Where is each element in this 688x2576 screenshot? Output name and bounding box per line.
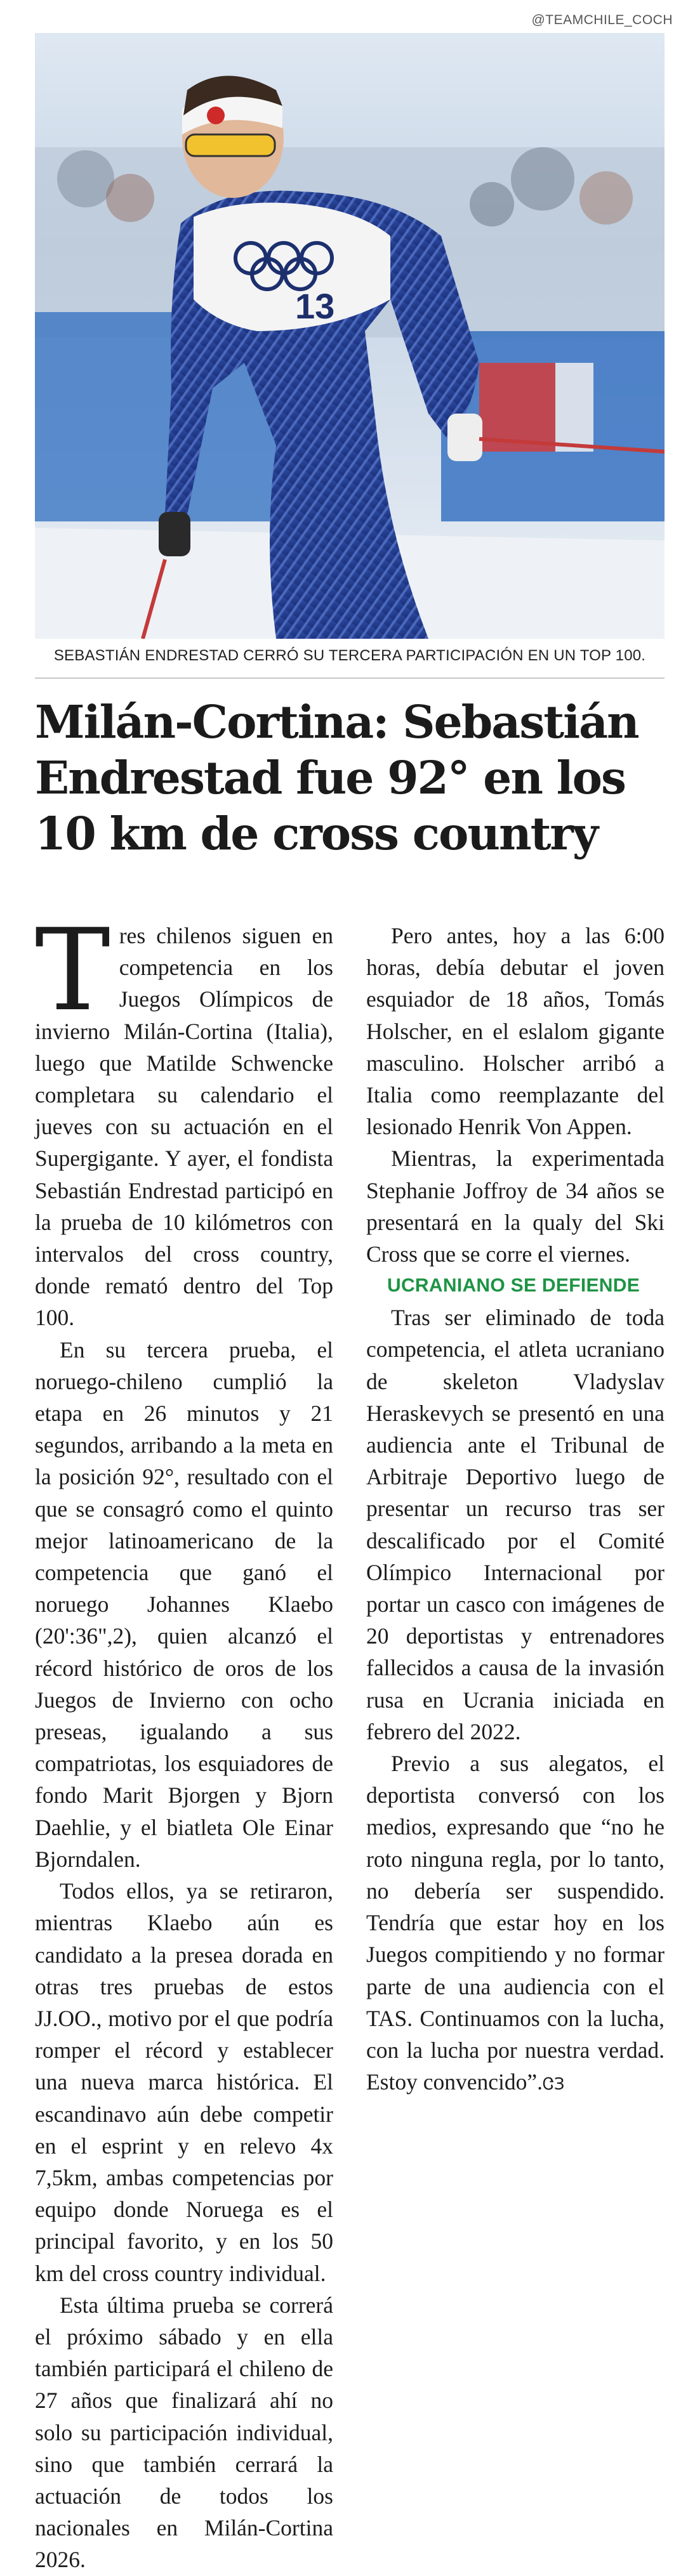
- article-column-2: [366, 920, 665, 2100]
- photo-caption: SEBASTIÁN ENDRESTAD CERRÓ SU TERCERA PARTICIPACIÓN EN UN TOP 100.: [53, 647, 646, 664]
- paragraph: Previo a sus alegatos, el deportista conversó con los medios, expresando que “no he roto ninguna regla, por lo tanto, no debería ser suspendido. Tendría que estar hoy en los Juegos compitiendo y no formar parte de una audiencia con el TAS. Continuamos con la lucha, con la lucha por nuestra verdad. Estoy convencido”.ᏣЗ: [366, 1751, 665, 2095]
- paragraph: Esta última prueba se correrá el próximo sábado y en ella también participará el chileno de 27 años que finalizará ahí no solo su participación individual, sino que también cerrará la actuación de todos los nacionales en Milán-Cortina 2026.: [35, 2292, 333, 2573]
- article-column-1: [35, 905, 333, 2576]
- end-mark: ᏣЗ: [543, 2075, 565, 2095]
- paragraph: Todos ellos, ya se retiraron, mientras Klaebo aún es candidato a la presea dorada en otras tres pruebas de estos JJ.OO., motivo por el que podría romper el récord y establecer una nueva marca histórica. El escandinavo aún debe competir en el esprint y en relevo 4x 7,5km, ambas competencias por equipo donde Noruega es el principal favorito, y en los 50 km del cross country individual.: [35, 1878, 333, 2286]
- photo-credit: @TEAMCHILE_COCH: [531, 13, 673, 27]
- paragraph: Pero antes, hoy a las 6:00 horas, debía debutar el joven esquiador de 18 años, Tomás Holscher, en el eslalom gigante masculino. Holscher arribó a Italia como reemplazante del lesionado Henrik Von Appen.: [366, 923, 665, 1140]
- drop-cap: T: [35, 905, 110, 1036]
- headline: [35, 694, 670, 861]
- paragraph: Mientras, la experimentada Stephanie Joffroy de 34 años se presentará en la qualy del Ski Cross que se corre el viernes.: [366, 1146, 665, 1267]
- paragraph: Tras ser eliminado de toda competencia, el atleta ucraniano de skeleton Vladyslav Heraskevych se presentó en una audiencia ante el Tribunal de Arbitraje Deportivo luego de presentar un recurso tras ser descalificado por el Comité Olímpico Internacional por portar un casco con imágenes de 20 deportistas y entrenadores fallecidos a causa de la invasión rusa en Ucrania iniciada en febrero del 2022.: [366, 1305, 665, 1744]
- bib-number: 13: [295, 286, 335, 326]
- article-photo: [35, 33, 665, 639]
- headline-line-3: 10 km de cross country: [35, 807, 598, 860]
- divider: [35, 677, 665, 679]
- headline-line-1: Milán-Cortina: Sebastián: [35, 695, 638, 749]
- headline-line-2: Endrestad fue 92° en los: [35, 751, 625, 804]
- paragraph: Tres chilenos siguen en competencia en los Juegos Olímpicos de invierno Milán-Cortina (Italia), luego que Matilde Schwencke completara su calendario el jueves con su actuación en el Supergigante. Y ayer, el fondista Sebastián Endrestad participó en la prueba de 10 kilómetros con intervalos del cross country, donde remató dentro del Top 100.: [35, 905, 333, 1331]
- paragraph: En su tercera prueba, el noruego-chileno cumplió la etapa en 26 minutos y 21 segundos, arribando a la meta en la posición 92°, resultado con el que se consagró como el quinto mejor latinoamericano de la competencia que ganó el noruego Johannes Klaebo (20':36",2), quien alcanzó el récord histórico de oros de los Juegos de Invierno con ocho preseas, igualando a sus compatriotas, los esquiadores de fondo Marit Bjorgen y Bjorn Daehlie, y el biatleta Ole Einar Bjorndalen.: [35, 1337, 333, 1872]
- section-subhead: UCRANIANO SE DEFIENDE: [387, 1275, 640, 1297]
